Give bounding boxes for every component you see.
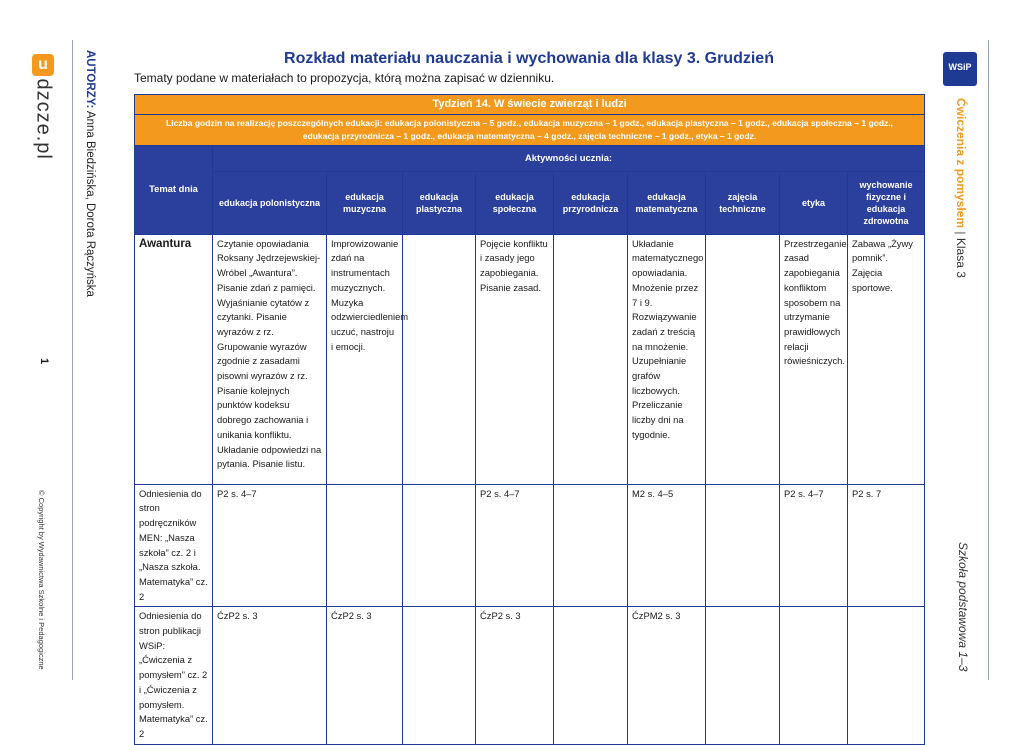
table-cell bbox=[554, 234, 628, 484]
col-header-pe: wychowanie fizyczne i edukacja zdrowotna bbox=[848, 172, 925, 235]
row-label: Awantura bbox=[135, 234, 213, 484]
table-cell: ĆzP2 s. 3 bbox=[213, 607, 327, 744]
col-header-math: edukacja matematyczna bbox=[628, 172, 706, 235]
table-cell: ĆzP2 s. 3 bbox=[476, 607, 554, 744]
page-title: Rozkład materiału nauczania i wychowania dla klasy 3. Grudzień bbox=[284, 50, 774, 67]
table-cell: Improwizowanie zdań na instrumentach muzycznych. Muzyka odzwierciedleniem uczuć, nastroju i emocji. bbox=[327, 234, 403, 484]
page-subtitle: Tematy podane w materiałach to propozycja, którą można zapisać w dzienniku. bbox=[134, 71, 555, 85]
col-header-technical: zajęcia techniczne bbox=[706, 172, 780, 235]
row-label: Odniesienia do stron publikacji WSiP: „Ćwiczenia z pomysłem” cz. 2 i „Ćwiczenia z pomysłem. Matematyka” cz. 2 bbox=[135, 607, 213, 744]
authors-label: AUTORZY: bbox=[84, 50, 96, 109]
logo-mark: u bbox=[32, 54, 54, 76]
wsip-logo-text: WSiP bbox=[948, 62, 972, 72]
table-cell bbox=[554, 484, 628, 607]
col-header-nature: edukacja przyrodnicza bbox=[554, 172, 628, 235]
hours-line-1: Liczba godzin na realizację poszczególnych edukacji: edukacja polonistyczna – 5 godz., edukacja muzyczna – 1 godz., edukacja plastyczna – 1 godz., edukacja społeczna – 1 godz., bbox=[166, 117, 894, 128]
series-name: Ćwiczenia z pomysłem bbox=[954, 98, 968, 229]
col-header-art: edukacja plastyczna bbox=[403, 172, 476, 235]
col-header-polish: edukacja polonistyczna bbox=[213, 172, 327, 235]
table-cell: P2 s. 4–7 bbox=[213, 484, 327, 607]
col-header-music: edukacja muzyczna bbox=[327, 172, 403, 235]
header-row-2 bbox=[135, 172, 925, 235]
table-cell bbox=[706, 484, 780, 607]
left-divider bbox=[72, 40, 73, 680]
right-divider bbox=[988, 40, 989, 680]
hours-line-2: edukacja przyrodnicza – 1 godz., edukacja matematyczna – 4 godz., zajęcia techniczne – 1 godz., etyka – 1 godz. bbox=[302, 130, 757, 141]
page-number: 1 bbox=[38, 358, 50, 365]
table-cell: P2 s. 7 bbox=[848, 484, 925, 607]
table-cell: Czytanie opowiadania Roksany Jędrzejewskiej-Wróbel „Awantura”. Pisanie zdań z pamięci. Wyjaśnianie cytatów z czytanki. Pisanie wyrazów z rz. Grupowanie wyrazów zgodnie z zasadami pisowni wyrazów z rz. Pisanie kolejnych punktów kodeksu dobrego zachowania i unikania konfliktu. Układanie odpowiedzi na pytania. Pisanie listu. bbox=[213, 234, 327, 484]
row-label: Odniesienia do stron podręczników MEN: „Nasza szkoła” cz. 2 i „Nasza szkoła. Matematyka” cz. 2 bbox=[135, 484, 213, 607]
table-cell bbox=[848, 607, 925, 744]
table-cell: Zabawa „Żywy pomnik”. Zajęcia sportowe. bbox=[848, 234, 925, 484]
col-header-social: edukacja społeczna bbox=[476, 172, 554, 235]
table-cell: ĆzPM2 s. 3 bbox=[628, 607, 706, 744]
topic-header: Temat dnia bbox=[135, 145, 213, 234]
table-cell bbox=[780, 607, 848, 744]
table-row bbox=[135, 234, 925, 484]
table-row bbox=[135, 607, 925, 744]
hours-row bbox=[135, 114, 925, 145]
series-separator: | bbox=[954, 228, 968, 238]
authors bbox=[84, 50, 96, 297]
week-row bbox=[135, 95, 925, 115]
table-cell bbox=[706, 234, 780, 484]
logo-text: dzcze.pl bbox=[32, 78, 55, 160]
table-cell: ĆzP2 s. 3 bbox=[327, 607, 403, 744]
activities-header: Aktywności ucznia: bbox=[213, 145, 925, 171]
series-label bbox=[954, 98, 968, 278]
table-cell bbox=[403, 484, 476, 607]
uczze-logo bbox=[28, 50, 58, 160]
table-cell bbox=[327, 484, 403, 607]
table-cell bbox=[706, 607, 780, 744]
table-cell: P2 s. 4–7 bbox=[780, 484, 848, 607]
school-label: Szkoła podstawowa 1–3 bbox=[956, 542, 970, 672]
table-cell: Pojęcie konfliktu i zasady jego zapobiegania. Pisanie zasad. bbox=[476, 234, 554, 484]
wsip-logo bbox=[943, 52, 977, 86]
table-cell: M2 s. 4–5 bbox=[628, 484, 706, 607]
col-header-ethics: etyka bbox=[780, 172, 848, 235]
table-cell: Układanie matematycznego opowiadania. Mnożenie przez 7 i 9. Rozwiązywanie zadań z treścią na mnożenie. Uzupełnianie grafów liczbowych. Przeliczanie liczby dni na tygodnie. bbox=[628, 234, 706, 484]
lesson-plan-table bbox=[134, 94, 925, 745]
table-cell bbox=[403, 234, 476, 484]
table-cell: Przestrzeganie zasad zapobiegania konfliktom sposobem na utrzymanie prawidłowych relacji rówieśniczych. bbox=[780, 234, 848, 484]
class-label: Klasa 3 bbox=[954, 237, 968, 278]
hours-note bbox=[135, 114, 925, 145]
table-cell bbox=[403, 607, 476, 744]
authors-names: Anna Biedzińska, Dorota Rączyńska bbox=[84, 108, 96, 297]
copyright-note: © Copyright by Wydawnictwa Szkolne i Pedagogiczne bbox=[37, 490, 46, 670]
table-row bbox=[135, 484, 925, 607]
header-row-1 bbox=[135, 145, 925, 171]
week-title: Tydzień 14. W świecie zwierząt i ludzi bbox=[135, 95, 925, 115]
table-cell bbox=[554, 607, 628, 744]
table-cell: P2 s. 4–7 bbox=[476, 484, 554, 607]
